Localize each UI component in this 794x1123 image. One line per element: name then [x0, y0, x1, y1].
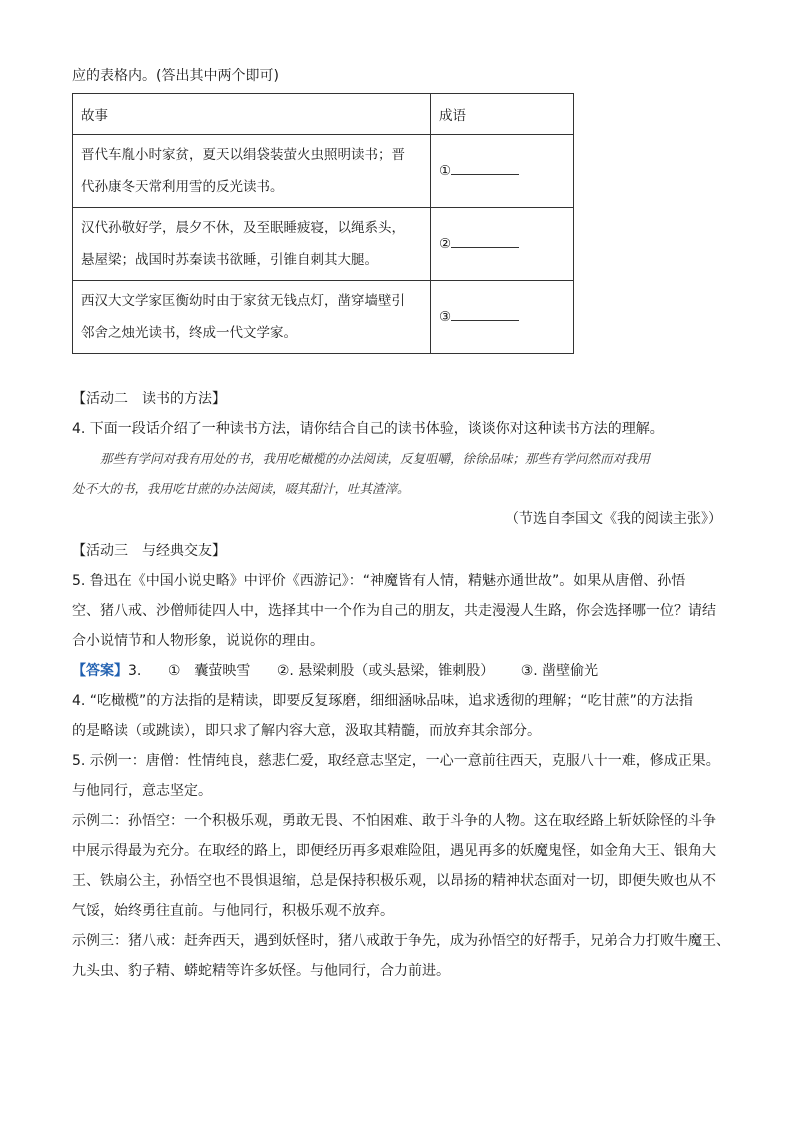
idiom-marker: ③: [439, 309, 452, 325]
story-line: 晋代车胤小时家贫，夏天以绢袋装萤火虫照明读书；晋: [81, 147, 405, 163]
question-5-line: 合小说情节和人物形象，说说你的理由。: [72, 633, 324, 649]
question-4: 4. 下面一段话介绍了一种读书方法，请你结合自己的读书体验，谈谈你对这种读书方法的理解。: [72, 421, 664, 437]
quote-line: 处不大的书，我用吃甘蔗的办法阅读，啜其甜汁，吐其渣滓。: [72, 481, 410, 496]
answer-tag: 【答案】: [72, 663, 128, 679]
story-line: 邻舍之烛光读书，终成一代文学家。: [81, 325, 297, 341]
answer-4-line: 4. “吃橄榄”的方法指的是精读，即要反复琢磨，细细涵咏品味，追求透彻的理解；“吃甘蔗”的方法指: [72, 693, 693, 709]
idiom-cell: [431, 281, 574, 354]
example-2-line: 王、铁扇公主，孙悟空也不畏惧退缩，总是保持积极乐观，以昂扬的精神状态面对一切，即便失败也从不: [72, 873, 716, 889]
header-idiom: 成语: [431, 94, 574, 135]
header-story: 故事: [73, 94, 431, 135]
story-cell: [73, 208, 431, 281]
quote-block: [72, 444, 732, 504]
quote-line: 那些有学问对我有用处的书，我用吃橄榄的办法阅读，反复咀嚼，徐徐品味；那些有学问然而对我用: [100, 451, 651, 466]
idiom-cell: [431, 208, 574, 281]
answer-5-line: 与他同行，意志坚定。: [72, 783, 212, 799]
story-cell: [73, 135, 431, 208]
answer-number: 3.: [128, 663, 142, 679]
intro-text: 应的表格内。(答出其中两个即可): [72, 68, 279, 84]
story-line: 汉代孙敬好学，晨夕不休，及至眠睡疲寝，以绳系头，: [81, 220, 405, 236]
table-row: [73, 281, 574, 354]
answer-blank: [451, 233, 519, 248]
example-3-line: 九头虫、豹子精、蟒蛇精等许多妖怪。与他同行，合力前进。: [72, 963, 450, 979]
question-5-line: 空、猪八戒、沙僧师徒四人中，选择其中一个作为自己的朋友，共走漫漫人生路，你会选择哪一位？请结: [72, 603, 716, 619]
story-cell: [73, 281, 431, 354]
example-2-line: 中展示得最为充分。在取经的路上，即便经历再多艰难险阻，遇见再多的妖魔鬼怪，如金角大王、银角大: [72, 843, 716, 859]
answer-4-line: 的是略读（或跳读），即只求了解内容大意，汲取其精髓，而放弃其余部分。: [72, 723, 541, 739]
story-line: 西汉大文学家匡衡幼时由于家贫无钱点灯，凿穿墙壁引: [81, 293, 405, 309]
activity2-heading: 【活动二 读书的方法】: [72, 391, 226, 407]
example-2-line: 示例二：孙悟空：一个积极乐观，勇敢无畏、不怕困难、敢于斗争的人物。这在取经路上斩妖除怪的斗争: [72, 813, 716, 829]
answer-item: ③. 凿壁偷光: [520, 663, 599, 679]
story-line: 代孙康冬天常利用雪的反光读书。: [81, 179, 284, 195]
answer-blank: [451, 306, 519, 321]
table-row: [73, 208, 574, 281]
story-line: 悬屋梁；战国时苏秦读书欲睡，引锥自刺其大腿。: [81, 252, 378, 268]
answer-5-line: 5. 示例一：唐僧：性情纯良，慈悲仁爱，取经意志坚定，一心一意前往西天，克服八十一难，修成正果。: [72, 753, 720, 769]
question-5-line: 5. 鲁迅在《中国小说史略》中评价《西游记》：“神魔皆有人情，精魅亦通世故”。如果从唐僧、孙悟: [72, 573, 686, 589]
table-header-row: [73, 94, 574, 135]
activity3-heading: 【活动三 与经典交友】: [72, 543, 226, 559]
answer-blank: [451, 160, 519, 175]
idiom-cell: [431, 135, 574, 208]
example-3-line: 示例三：猪八戒：赶奔西天，遇到妖怪时，猪八戒敢于争先，成为孙悟空的好帮手，兄弟合力打败牛魔王、: [72, 933, 730, 949]
story-idiom-table: [72, 93, 574, 354]
document-page: [72, 62, 732, 986]
answer-item: ① 囊萤映雪: [167, 663, 251, 679]
example-2-line: 气馁，始终勇往直前。与他同行，积极乐观不放弃。: [72, 903, 394, 919]
idiom-marker: ①: [439, 163, 452, 179]
table-row: [73, 135, 574, 208]
answer-item: ②. 悬梁刺股（或头悬梁，锥刺股）: [276, 663, 495, 679]
quote-source: （节选自李国文《我的阅读主张》）: [505, 511, 722, 527]
idiom-marker: ②: [439, 236, 452, 252]
answer-3-line: [72, 656, 732, 686]
